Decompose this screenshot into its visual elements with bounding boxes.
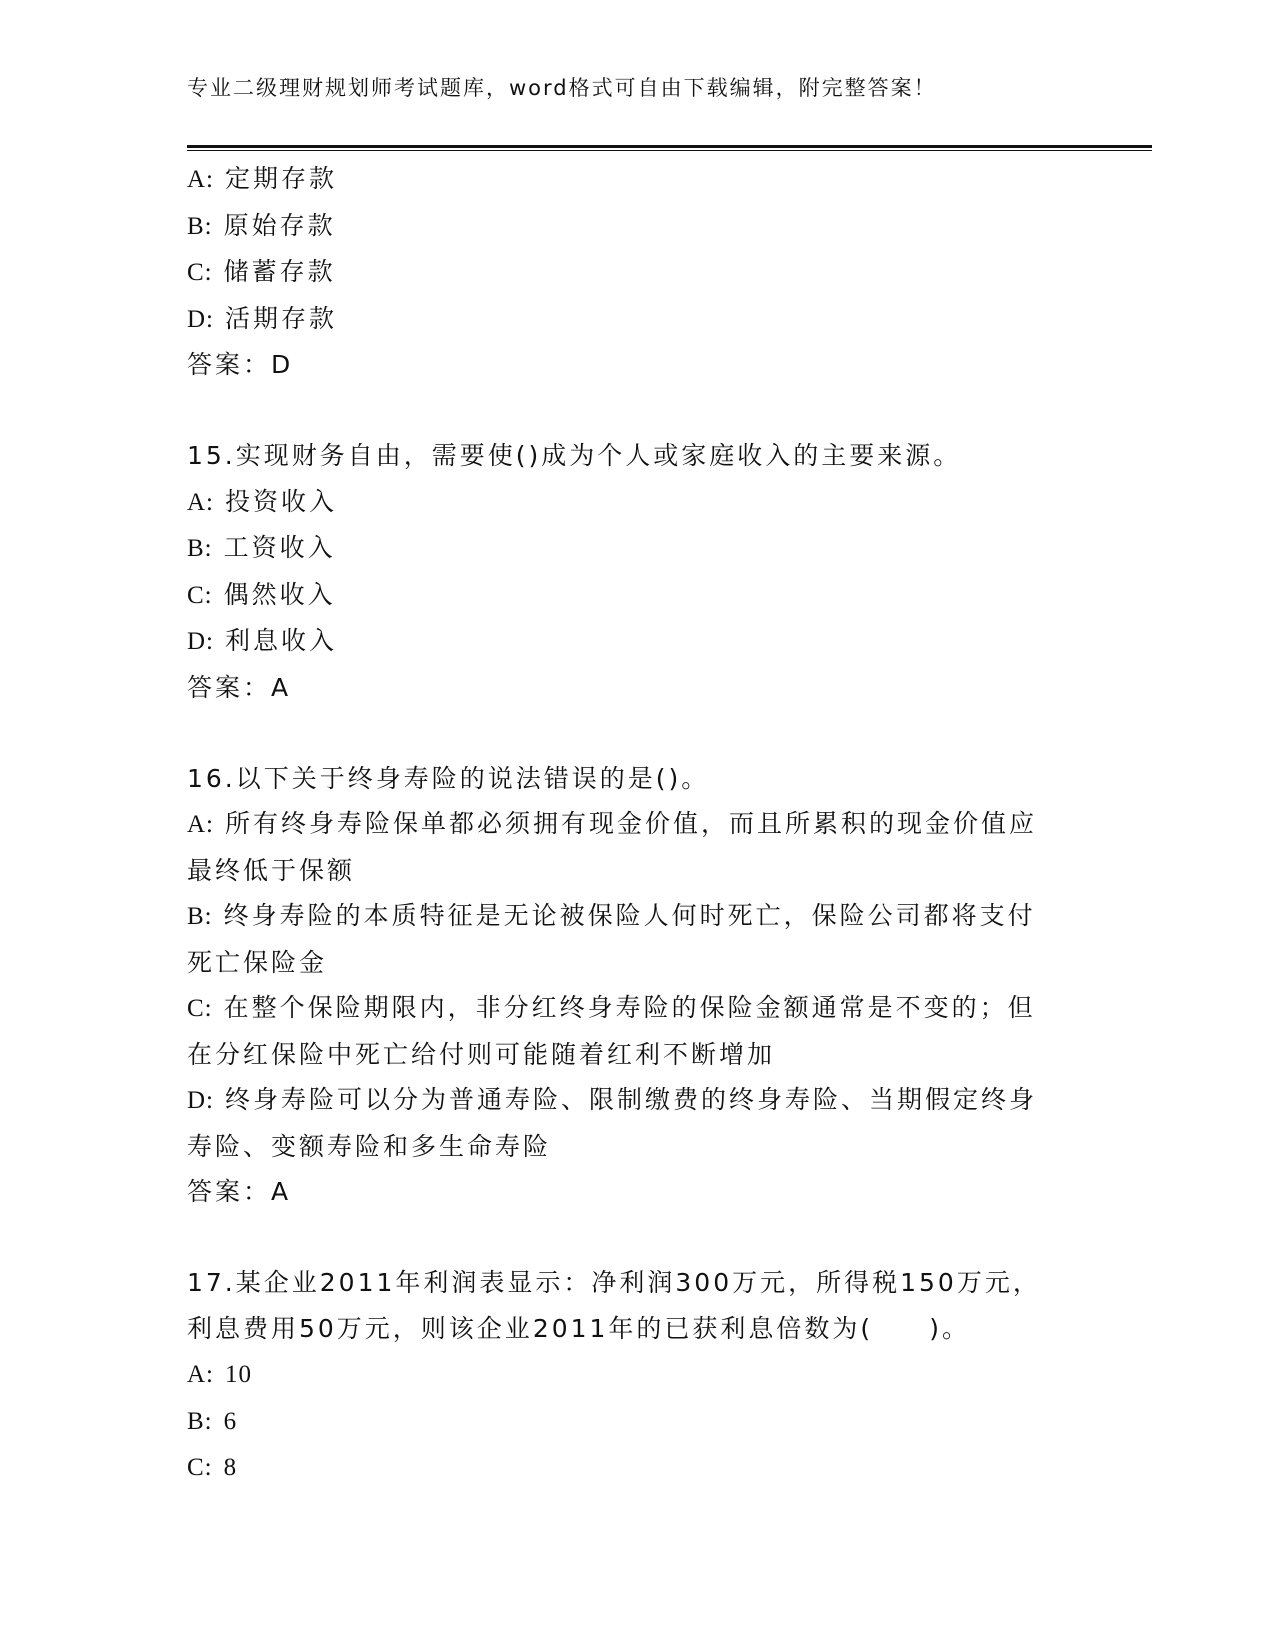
q17-stem-line2: 利息费用50万元，则该企业2011年的已获利息倍数为( )。 — [187, 1313, 970, 1343]
q15-option-d: D: 利息收入 — [187, 626, 337, 655]
q14-option-b: B: 原始存款 — [187, 210, 336, 240]
page-header: 专业二级理财规划师考试题库，word格式可自由下载编辑，附完整答案！ — [187, 76, 937, 100]
header-rule-thin — [187, 150, 1152, 151]
q16-stem: 16.以下关于终身寿险的说法错误的是()。 — [187, 763, 710, 793]
q14-answer: 答案：D — [187, 350, 294, 379]
q17-stem-line1: 17.某企业2011年利润表显示：净利润300万元，所得税150万元， — [187, 1268, 1041, 1297]
document-body — [187, 156, 1087, 1491]
question-17-block — [187, 1260, 1087, 1491]
q16-option-d-line2: 寿险、变额寿险和多生命寿险 — [187, 1131, 552, 1161]
q16-option-a-line2: 最终低于保额 — [187, 855, 356, 885]
q14-option-c: C: 储蓄存款 — [187, 257, 336, 286]
q15-option-b: B: 工资收入 — [187, 533, 336, 562]
q17-option-b: B: 6 — [187, 1407, 238, 1435]
q15-option-c: C: 偶然收入 — [187, 579, 336, 609]
question-16-block — [187, 756, 1087, 1215]
question-14-block — [187, 156, 1087, 388]
q16-option-c-line1: C: 在整个保险期限内，非分红终身寿险的保险金额通常是不变的；但 — [187, 993, 1036, 1022]
header-rule-thick — [187, 145, 1152, 148]
question-15-block — [187, 433, 1087, 710]
q16-option-a-line1: A: 所有终身寿险保单都必须拥有现金价值，而且所累积的现金价值应 — [187, 809, 1037, 838]
q15-option-a: A: 投资收入 — [187, 486, 337, 516]
q16-option-b-line2: 死亡保险金 — [187, 947, 328, 977]
q17-option-a: A: 10 — [187, 1361, 252, 1388]
q16-option-c-line2: 在分红保险中死亡给付则可能随着红利不断增加 — [187, 1039, 776, 1069]
q15-answer: 答案：A — [187, 672, 292, 702]
q15-stem: 15.实现财务自由，需要使()成为个人或家庭收入的主要来源。 — [187, 441, 962, 470]
q16-answer: 答案：A — [187, 1177, 292, 1206]
q14-option-a: A: 定期存款 — [187, 164, 337, 193]
q14-option-d: D: 活期存款 — [187, 303, 337, 333]
q16-option-b-line1: B: 终身寿险的本质特征是无论被保险人何时死亡，保险公司都将支付 — [187, 901, 1036, 930]
q16-option-d-line1: D: 终身寿险可以分为普通寿险、限制缴费的终身寿险、当期假定终身 — [187, 1085, 1037, 1114]
q17-option-c: C: 8 — [187, 1454, 238, 1481]
